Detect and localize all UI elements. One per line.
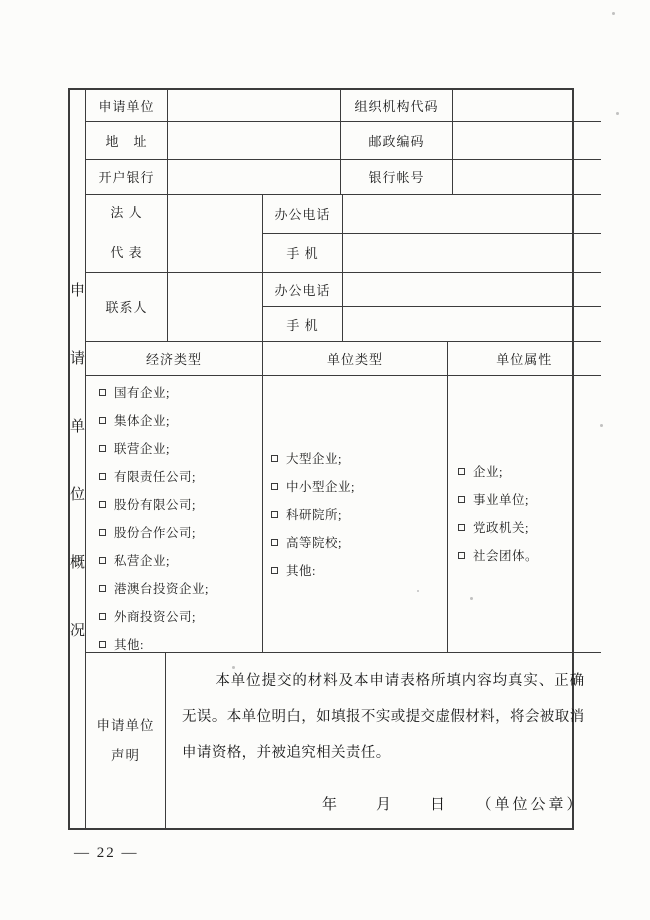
declaration-label-line1: 申请单位 <box>96 717 155 733</box>
checkbox-icon <box>271 511 278 518</box>
declaration-date-line: 年 月 日 （单位公章） <box>322 797 585 813</box>
legal-rep-office-phone-label: 办公电话 <box>263 195 343 233</box>
applicant-profile-table <box>68 88 585 830</box>
checkbox-item <box>99 490 262 518</box>
contact-mobile-row <box>263 307 601 341</box>
economic-type-list <box>86 376 263 652</box>
legal-rep-phones <box>263 195 601 272</box>
scan-speck <box>616 112 619 115</box>
checkbox-label: 外商投资公司; <box>114 610 196 624</box>
contact-mobile-value-cell <box>343 307 601 341</box>
unit-attribute-list <box>448 376 601 652</box>
declaration-text: 本单位提交的材料及本申请表格所填内容均真实、正确无误。本单位明白，如填报不实或提交虚假材料，将会被取消申请资格，并被追究相关责任。 <box>182 673 585 761</box>
checkbox-label: 集体企业; <box>114 414 170 428</box>
contact-mobile-label: 手 机 <box>263 307 343 341</box>
checkbox-icon <box>458 524 465 531</box>
legal-rep-label-line1: 法 人 <box>110 205 143 220</box>
row-applicant-unit <box>86 90 601 122</box>
side-label-char: 况 <box>70 622 86 639</box>
org-code-value-cell <box>453 90 601 121</box>
checkbox-label: 中小型企业; <box>286 480 355 494</box>
unit-type-header: 单位类型 <box>263 342 448 375</box>
checkbox-label: 事业单位; <box>473 493 529 507</box>
scan-speck <box>612 12 615 15</box>
checkbox-item <box>99 546 262 574</box>
contact-name-cell <box>168 273 263 342</box>
side-label-char: 位 <box>70 486 86 503</box>
checkbox-item <box>99 462 262 490</box>
declaration-label <box>86 653 166 828</box>
address-label: 地 址 <box>86 122 168 159</box>
checkbox-icon <box>99 557 106 564</box>
contact-office-phone-value-cell <box>343 273 601 307</box>
bank-value-cell <box>168 160 341 194</box>
checkbox-icon <box>99 641 106 648</box>
table-content <box>86 90 601 828</box>
checkbox-label: 联营企业; <box>114 442 170 456</box>
checkbox-label: 科研院所; <box>286 508 342 522</box>
checkbox-item <box>271 500 447 528</box>
page-number: — 22 — <box>74 845 139 861</box>
checkbox-icon <box>271 483 278 490</box>
postal-code-label: 邮政编码 <box>341 122 453 159</box>
checkbox-item <box>99 574 262 602</box>
bank-label: 开户银行 <box>86 160 168 194</box>
checkbox-icon <box>458 496 465 503</box>
checkbox-item <box>99 406 262 434</box>
checkbox-label: 社会团体。 <box>473 549 539 563</box>
checkbox-item <box>99 434 262 462</box>
checkbox-icon <box>271 455 278 462</box>
legal-rep-office-phone-value-cell <box>343 195 601 233</box>
checkbox-icon <box>458 468 465 475</box>
scan-speck <box>232 666 235 669</box>
applicant-unit-value-cell <box>168 90 341 121</box>
unit-attribute-header: 单位属性 <box>496 352 553 368</box>
scan-speck <box>470 597 473 600</box>
checkbox-icon <box>271 539 278 546</box>
contact-phones <box>263 273 601 342</box>
side-label-char: 概 <box>70 554 86 571</box>
row-contact-person <box>86 273 601 343</box>
scan-speck <box>417 590 419 592</box>
legal-rep-label <box>86 195 168 272</box>
checkbox-item <box>99 518 262 546</box>
legal-rep-name-cell <box>168 195 263 272</box>
checkbox-item <box>271 444 447 472</box>
checkbox-item <box>271 556 447 584</box>
checkbox-label: 股份有限公司; <box>114 498 196 512</box>
contact-label: 联系人 <box>86 273 168 342</box>
postal-code-value-cell <box>453 122 601 159</box>
legal-rep-mobile-label: 手 机 <box>263 234 343 272</box>
checkbox-icon <box>99 417 106 424</box>
checkbox-icon <box>99 585 106 592</box>
address-value-cell <box>168 122 341 159</box>
unit-type-list <box>263 376 448 652</box>
side-label-char: 申 <box>70 282 86 299</box>
row-declaration <box>86 653 601 828</box>
checkbox-item <box>458 513 601 541</box>
org-code-label: 组织机构代码 <box>341 90 453 121</box>
legal-rep-office-phone-row <box>263 195 601 234</box>
checkbox-label: 国有企业; <box>114 386 170 400</box>
checkbox-icon <box>99 501 106 508</box>
checkbox-label: 其他: <box>286 564 316 578</box>
checkbox-label: 党政机关; <box>473 521 529 535</box>
checkbox-item <box>99 602 262 630</box>
checkbox-icon <box>99 445 106 452</box>
side-label-char: 请 <box>70 350 86 367</box>
contact-office-phone-label: 办公电话 <box>263 273 343 307</box>
checkbox-label: 私营企业; <box>114 554 170 568</box>
checkbox-item <box>458 485 601 513</box>
checkbox-label: 股份合作公司; <box>114 526 196 540</box>
checkbox-label: 企业; <box>473 465 503 479</box>
checkbox-item <box>271 472 447 500</box>
row-category-headers <box>86 342 601 376</box>
checkbox-item <box>271 528 447 556</box>
checkbox-label: 其他: <box>114 638 144 652</box>
checkbox-label: 高等院校; <box>286 536 342 550</box>
row-bank <box>86 160 601 195</box>
checkbox-item <box>99 378 262 406</box>
row-legal-representative <box>86 195 601 273</box>
scan-speck <box>600 424 603 427</box>
checkbox-label: 大型企业; <box>286 452 342 466</box>
legal-rep-label-line2: 代 表 <box>110 245 143 260</box>
checkbox-item <box>458 457 601 485</box>
row-checkbox-lists <box>86 376 601 653</box>
economic-type-header: 经济类型 <box>86 342 263 375</box>
checkbox-label: 港澳台投资企业; <box>114 582 209 596</box>
declaration-label-line2: 声明 <box>111 747 141 763</box>
row-address <box>86 122 601 160</box>
side-label-char: 单 <box>70 418 86 435</box>
checkbox-icon <box>99 473 106 480</box>
bank-account-label: 银行帐号 <box>341 160 453 194</box>
checkbox-label: 有限责任公司; <box>114 470 196 484</box>
checkbox-icon <box>99 613 106 620</box>
side-label-applicant-unit-profile <box>70 90 86 828</box>
checkbox-icon <box>99 529 106 536</box>
applicant-unit-label: 申请单位 <box>86 90 168 121</box>
legal-rep-mobile-row <box>263 234 601 272</box>
declaration-content <box>166 653 601 828</box>
checkbox-item <box>458 541 601 569</box>
checkbox-icon <box>458 552 465 559</box>
bank-account-value-cell <box>453 160 601 194</box>
checkbox-icon <box>271 567 278 574</box>
contact-office-phone-row <box>263 273 601 308</box>
checkbox-icon <box>99 389 106 396</box>
legal-rep-mobile-value-cell <box>343 234 601 272</box>
